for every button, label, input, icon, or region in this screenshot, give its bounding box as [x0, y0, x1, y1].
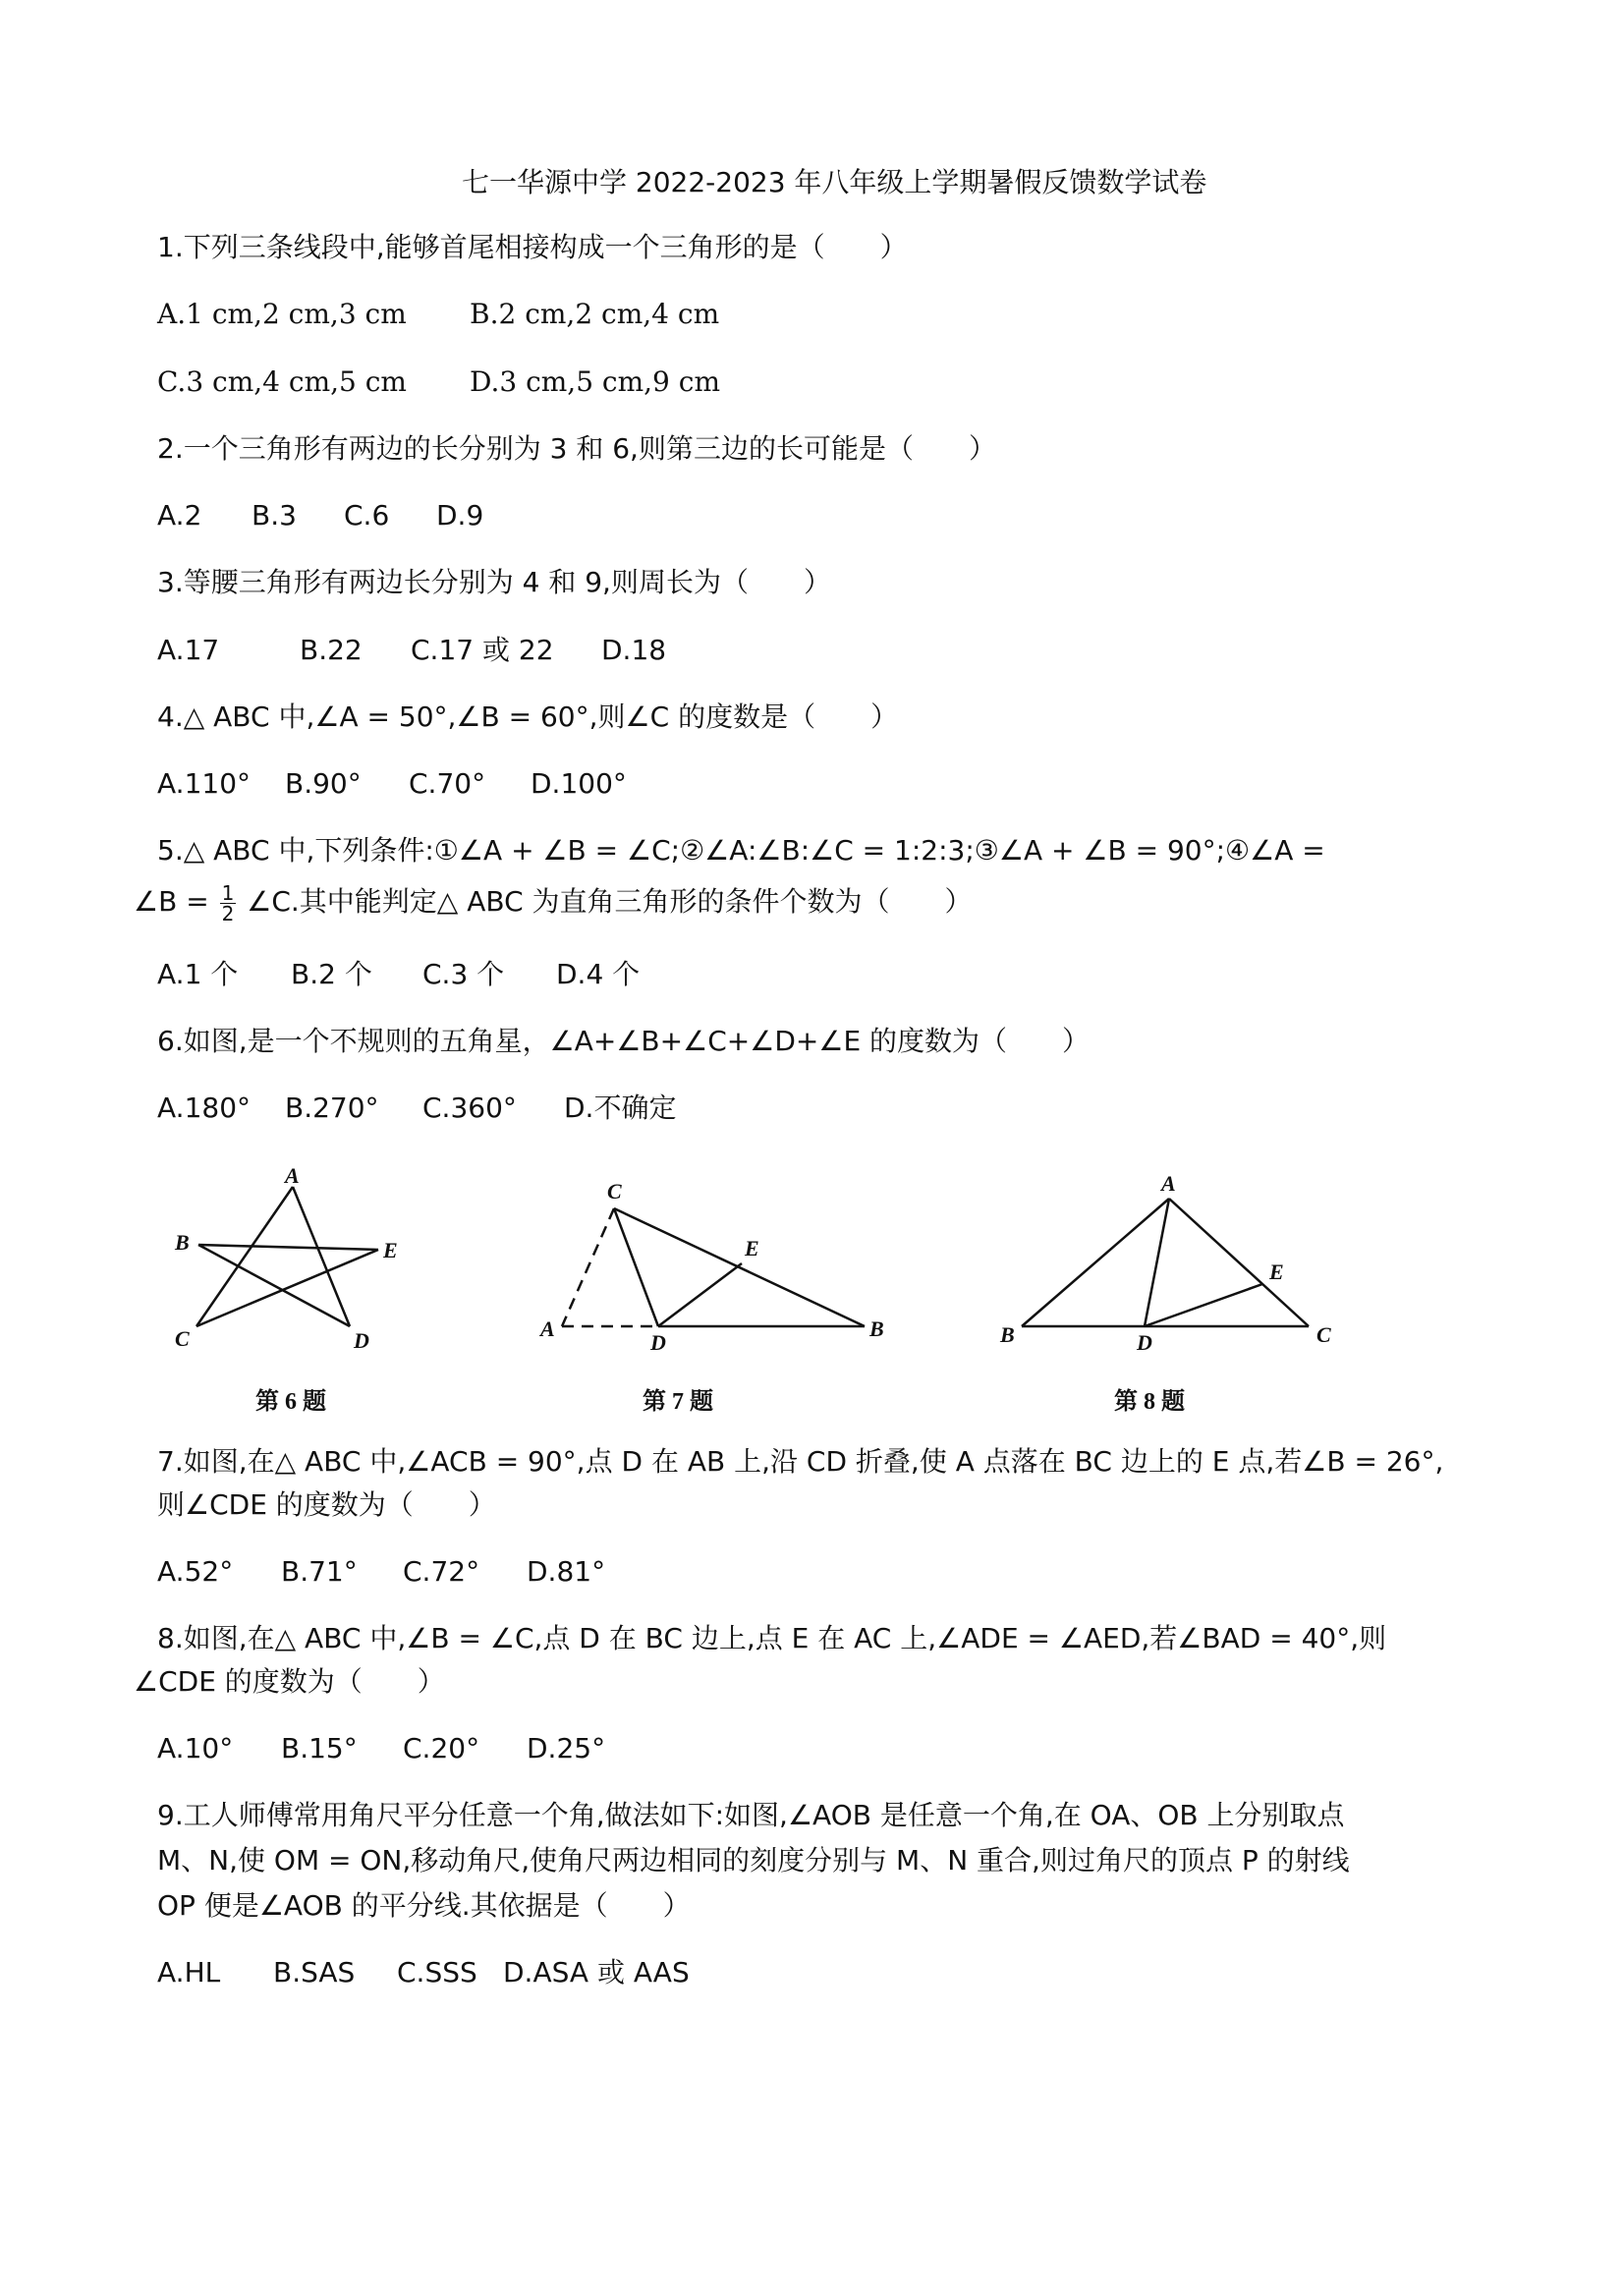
figure-7-triangle: [521, 1169, 894, 1360]
figure-8-caption: 第 8 题: [1114, 1389, 1185, 1415]
fig8-label-a: A: [1161, 1171, 1176, 1196]
fig7-edge-de: [658, 1263, 742, 1326]
question-8-stem-line2: ∠CDE 的度数为（ ）: [134, 1665, 445, 1698]
q3-option-a: A.17: [157, 634, 220, 666]
q5-line2-post: ∠C.其中能判定△ ABC 为直角三角形的条件个数为（ ）: [247, 885, 973, 918]
fraction-one-half: [220, 880, 237, 925]
q5-line2-pre: ∠B =: [134, 885, 209, 918]
q2-option-d: D.9: [436, 499, 484, 532]
q5-option-d: D.4 个: [556, 958, 641, 990]
question-7-stem-line2: 则∠CDE 的度数为（ ）: [157, 1488, 496, 1521]
star-edge-ad: [293, 1187, 350, 1326]
q4-option-c: C.70°: [409, 767, 486, 800]
question-9-stem-line2: M、N,使 OM = ON,移动角尺,使角尺两边相同的刻度分别与 M、N 重合,则过角尺的顶点 P 的射线: [157, 1844, 1350, 1876]
fig8-label-b: B: [1000, 1322, 1015, 1347]
fig6-label-a: A: [285, 1163, 300, 1188]
question-3-stem: 3.等腰三角形有两边长分别为 4 和 9,则周长为（ ）: [157, 566, 831, 598]
q5-option-c: C.3 个: [422, 958, 505, 990]
q2-option-b: B.3: [252, 499, 297, 532]
figure-6-star: [157, 1159, 432, 1360]
fig7-label-b: B: [869, 1316, 884, 1341]
question-4-stem: 4.△ ABC 中,∠A = 50°,∠B = 60°,则∠C 的度数是（ ）: [157, 700, 899, 733]
q4-option-a: A.110°: [157, 767, 252, 800]
q6-option-c: C.360°: [422, 1092, 517, 1124]
q1-option-c: C.3 cm,4 cm,5 cm: [157, 365, 407, 398]
fig7-label-c: C: [607, 1179, 622, 1204]
fig7-label-d: D: [650, 1330, 666, 1355]
fraction-denominator: 2: [221, 901, 235, 925]
fig6-label-e: E: [383, 1238, 398, 1262]
figure-8-triangle: [992, 1169, 1356, 1360]
q2-option-a: A.2: [157, 499, 202, 532]
fig6-label-b: B: [175, 1230, 190, 1255]
q3-option-b: B.22: [300, 634, 363, 666]
fig7-label-a: A: [540, 1316, 555, 1341]
figure-6-caption: 第 6 题: [255, 1389, 326, 1415]
fig6-label-d: D: [354, 1328, 369, 1353]
fig6-label-c: C: [175, 1326, 190, 1351]
q3-option-c: C.17 或 22: [411, 634, 554, 666]
q6-option-d: D.不确定: [564, 1092, 677, 1124]
fraction-numerator: 1: [221, 880, 235, 905]
q7-option-c: C.72°: [403, 1555, 480, 1588]
fig8-label-e: E: [1269, 1260, 1284, 1284]
q9-option-a: A.HL: [157, 1956, 221, 1988]
page-title: 七一华源中学 2022-2023 年八年级上学期暑假反馈数学试卷: [462, 166, 1207, 198]
question-5-stem-line2: [134, 882, 973, 924]
q8-option-b: B.15°: [281, 1732, 358, 1764]
q4-option-d: D.100°: [531, 767, 627, 800]
fig8-label-d: D: [1137, 1330, 1152, 1355]
question-6-stem: 6.如图,是一个不规则的五角星，∠A+∠B+∠C+∠D+∠E 的度数为（ ）: [157, 1025, 1091, 1057]
q8-option-d: D.25°: [527, 1732, 606, 1764]
q7-option-b: B.71°: [281, 1555, 358, 1588]
question-7-stem-line1: 7.如图,在△ ABC 中,∠ACB = 90°,点 D 在 AB 上,沿 CD 折叠,使 A 点落在 BC 边上的 E 点,若∠B = 26°,: [157, 1445, 1444, 1478]
star-edge-be: [198, 1245, 378, 1250]
q3-option-d: D.18: [601, 634, 667, 666]
q5-option-a: A.1 个: [157, 958, 239, 990]
q2-option-c: C.6: [344, 499, 390, 532]
q1-option-d: D.3 cm,5 cm,9 cm: [470, 365, 720, 398]
fig8-edge-de: [1145, 1284, 1262, 1326]
q8-option-c: C.20°: [403, 1732, 480, 1764]
figure-7-caption: 第 7 题: [643, 1389, 713, 1415]
q4-option-b: B.90°: [285, 767, 362, 800]
q5-option-b: B.2 个: [291, 958, 372, 990]
question-2-stem: 2.一个三角形有两边的长分别为 3 和 6,则第三边的长可能是（ ）: [157, 432, 996, 465]
q9-option-d: D.ASA 或 AAS: [503, 1956, 690, 1988]
q1-option-b: B.2 cm,2 cm,4 cm: [470, 298, 720, 330]
q9-option-b: B.SAS: [273, 1956, 356, 1988]
q7-option-d: D.81°: [527, 1555, 606, 1588]
fig8-label-c: C: [1316, 1322, 1331, 1347]
question-9-stem-line3: OP 便是∠AOB 的平分线.其依据是（ ）: [157, 1889, 691, 1922]
q9-option-c: C.SSS: [397, 1956, 477, 1988]
question-9-stem-line1: 9.工人师傅常用角尺平分任意一个角,做法如下:如图,∠AOB 是任意一个角,在 OA、OB 上分别取点: [157, 1799, 1345, 1831]
question-8-stem-line1: 8.如图,在△ ABC 中,∠B = ∠C,点 D 在 BC 边上,点 E 在 AC 上,∠ADE = ∠AED,若∠BAD = 40°,则: [157, 1622, 1387, 1654]
q6-option-a: A.180°: [157, 1092, 252, 1124]
question-1-stem: 1.下列三条线段中,能够首尾相接构成一个三角形的是（ ）: [157, 231, 908, 263]
question-5-stem-line1: 5.△ ABC 中,下列条件:①∠A + ∠B = ∠C;②∠A:∠B:∠C = 1:2:3;③∠A + ∠B = 90°;④∠A =: [157, 834, 1325, 867]
fig8-edge-ac: [1169, 1199, 1309, 1326]
q7-option-a: A.52°: [157, 1555, 234, 1588]
star-edge-db: [198, 1245, 350, 1326]
q1-option-a: A.1 cm,2 cm,3 cm: [157, 298, 407, 330]
q6-option-b: B.270°: [285, 1092, 379, 1124]
fig7-edge-ca-dashed: [562, 1208, 614, 1326]
fig7-label-e: E: [745, 1236, 759, 1260]
q8-option-a: A.10°: [157, 1732, 234, 1764]
